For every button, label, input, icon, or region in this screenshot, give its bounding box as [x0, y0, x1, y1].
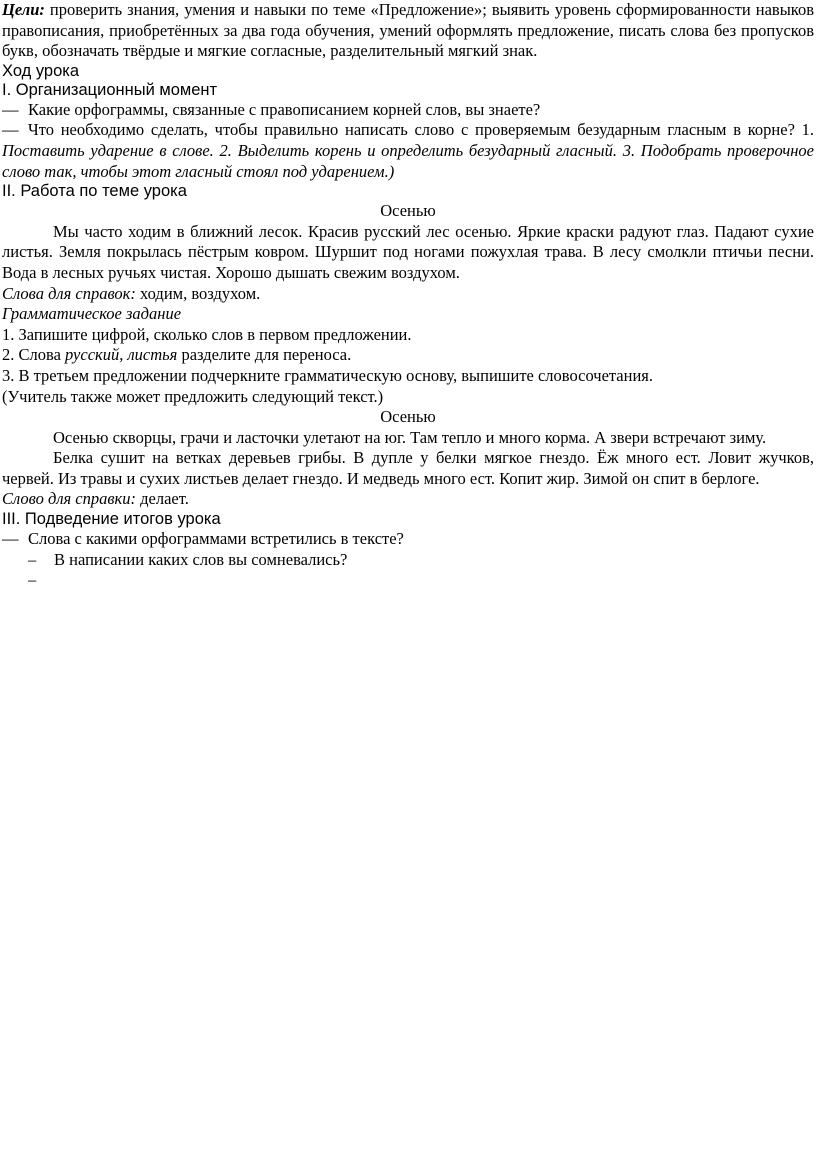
lesson-heading: Ход урока: [2, 61, 80, 80]
question-answer: Поставить ударение в слове. 2. Выделить корень и определить безударный гласный. 3. Подобрать проверочное слово так, чтобы этот гласный стоял под ударением.): [2, 140, 814, 181]
teacher-note: (Учитель также может предложить следующий текст.): [2, 386, 384, 406]
text2-title: Осенью: [380, 407, 436, 427]
dash-marker: –: [28, 549, 37, 569]
goals-label: Цели:: [2, 0, 45, 19]
question-text: В написании каких слов вы сомневались?: [54, 549, 348, 569]
task2-suffix: разделите для переноса.: [177, 345, 352, 365]
text1-title: Осенью: [380, 201, 436, 221]
section3-question-1: [2, 529, 814, 550]
help2-label: Слово для справки:: [2, 489, 137, 509]
help1-label: Слова для справок:: [2, 283, 136, 303]
section1-question-1: [2, 100, 814, 121]
task2-prefix: 2. Слова: [2, 345, 66, 365]
question-text: Слова с какими орфограммами встретились в тексте?: [28, 529, 404, 549]
goals-text: проверить знания, умения и навыки по теме «Предложение»; выявить уровень сформированности навыков правописания, приобретённых за два года обучения, умений оформлять предложение, писать слова без пропусков букв, обозначать твёрдые и мягкие согласные, разделительный мягкий знак.: [2, 0, 814, 61]
help2: [2, 489, 814, 510]
dash-marker: —: [2, 529, 19, 549]
help2-text: делает.: [136, 489, 189, 509]
text1-body: Мы часто ходим в ближний лесок. Красив русский лес осенью. Яркие краски радуют глаз. Падают сухие листья. Земля покрылась пёстрым ковром. Шуршит под ногами пожухлая трава. В лесу смолкли птичьи песни. Вода в лесных ручьях чистая. Хорошо дышать свежим воздухом.: [2, 221, 814, 282]
section3-heading: III. Подведение итогов урока: [2, 510, 221, 529]
question-text: Что необходимо сделать, чтобы правильно написать слово с проверяемым безударным гласным в корне? 1.: [28, 120, 814, 140]
task-2: [2, 345, 814, 366]
section3-question-3: [2, 570, 814, 591]
text2-paragraph-2: Белка сушит на ветках деревьев грибы. В дупле у белки мягкое гнездо. Ёж много ест. Ловит жучков, червей. Из травы и сухих листьев делает гнездо. И медведь много ест. Копит жир. Зимой он спит в берлоге.: [2, 448, 814, 488]
section1-question-2: [2, 120, 814, 182]
help1-text: ходим, воздухом.: [135, 283, 261, 303]
dash-marker: —: [2, 120, 19, 140]
section2-heading: II. Работа по теме урока: [2, 182, 187, 201]
lesson-goals: [2, 0, 814, 62]
task-title: Грамматическое задание: [2, 304, 182, 324]
question-text: Какие орфограммы, связанные с правописанием корней слов, вы знаете?: [28, 99, 541, 119]
task-1: 1. Запишите цифрой, сколько слов в первом предложении.: [2, 324, 412, 344]
dash-marker: —: [2, 99, 19, 119]
help1: [2, 284, 814, 305]
section1-heading: I. Организационный момент: [2, 80, 218, 99]
dash-marker: –: [28, 570, 37, 590]
task-3: 3. В третьем предложении подчеркните грамматическую основу, выпишите словосочетания.: [2, 365, 654, 385]
text2-paragraph-1: Осенью скворцы, грачи и ласточки улетают на юг. Там тепло и много корма. А звери встречают зиму.: [53, 427, 767, 447]
task2-words: русский, листья: [65, 345, 178, 365]
section3-question-2: [2, 550, 814, 571]
